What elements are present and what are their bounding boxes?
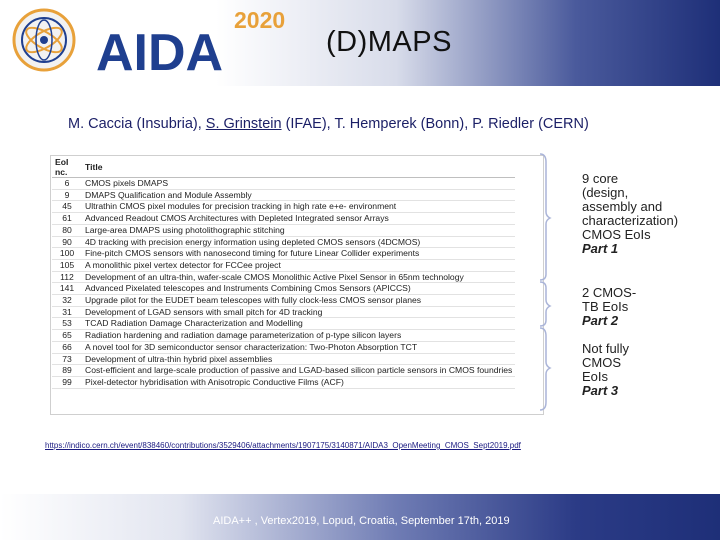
eoi-title: A monolithic pixel vertex detector for FCCee project bbox=[82, 259, 515, 271]
eoi-number: 61 bbox=[52, 213, 82, 225]
table-row bbox=[52, 376, 515, 388]
group-1-part-label: Part 1 bbox=[582, 241, 619, 256]
eoi-number: 53 bbox=[52, 318, 82, 330]
eoi-title: Development of an ultra-thin, wafer-scale CMOS Monolithic Active Pixel Sensor in 65nm technology bbox=[82, 271, 515, 283]
group-1-line-5: CMOS EoIs bbox=[582, 227, 651, 242]
author-highlighted: S. Grinstein bbox=[205, 116, 282, 132]
logo-text: AIDA bbox=[96, 24, 224, 78]
group-3-line-1: Not fully bbox=[582, 341, 629, 356]
eoi-number: 66 bbox=[52, 341, 82, 353]
table-row bbox=[52, 341, 515, 353]
eoi-number: 89 bbox=[52, 365, 82, 377]
group-1-line-2: (design, bbox=[582, 185, 629, 200]
eoi-title: DMAPS Qualification and Module Assembly bbox=[82, 189, 515, 201]
slide-title: (D)MAPS bbox=[326, 26, 452, 58]
brace-part-3 bbox=[540, 328, 550, 410]
group-3-line-3: EoIs bbox=[582, 369, 609, 384]
eoi-title: Advanced Readout CMOS Architectures with Depleted Integrated sensor Arrays bbox=[82, 213, 515, 225]
table-row bbox=[52, 189, 515, 201]
table-row bbox=[52, 283, 515, 295]
table-row bbox=[52, 248, 515, 260]
eoi-number: 45 bbox=[52, 201, 82, 213]
table-row bbox=[52, 178, 515, 190]
group-1-line-1: 9 core bbox=[582, 171, 619, 186]
group-2-line-2: TB EoIs bbox=[582, 299, 629, 314]
eoi-number: 141 bbox=[52, 283, 82, 295]
eoi-number: 105 bbox=[52, 259, 82, 271]
eoi-title: A novel tool for 3D semiconductor sensor characterization: Two-Photon Absorption TCT bbox=[82, 341, 515, 353]
eoi-title: 4D tracking with precision energy information using depleted CMOS sensors (4DCMOS) bbox=[82, 236, 515, 248]
footer-text: AIDA++ , Vertex2019, Lopud, Croatia, September 17th, 2019 bbox=[213, 515, 510, 527]
group-3-part-label: Part 3 bbox=[582, 383, 619, 398]
group-1-line-4: characterization) bbox=[582, 213, 679, 228]
eoi-number: 100 bbox=[52, 248, 82, 260]
table-row bbox=[52, 353, 515, 365]
table-row bbox=[52, 259, 515, 271]
eoi-number: 90 bbox=[52, 236, 82, 248]
table-row bbox=[52, 365, 515, 377]
eoi-number: 99 bbox=[52, 376, 82, 388]
table-row bbox=[52, 224, 515, 236]
aida-logo-graphic bbox=[8, 4, 308, 78]
table-row bbox=[52, 213, 515, 225]
eoi-number: 32 bbox=[52, 295, 82, 307]
eoi-number: 6 bbox=[52, 178, 82, 190]
eoi-number: 80 bbox=[52, 224, 82, 236]
eoi-title: Development of ultra-thin hybrid pixel assemblies bbox=[82, 353, 515, 365]
group-1-line-3: assembly and bbox=[582, 199, 663, 214]
author-rest: (IFAE), T. Hemperek (Bonn), P. Riedler (CERN) bbox=[281, 116, 589, 132]
eoi-title: Development of LGAD sensors with small pitch for 4D tracking bbox=[82, 306, 515, 318]
group-part-1 bbox=[582, 172, 678, 256]
col-header-title: Title bbox=[82, 157, 515, 178]
table-row bbox=[52, 306, 515, 318]
eoi-table bbox=[52, 157, 515, 389]
table-row bbox=[52, 295, 515, 307]
eoi-number: 9 bbox=[52, 189, 82, 201]
brace-part-1 bbox=[540, 154, 550, 280]
author-list bbox=[68, 116, 589, 132]
atom-icon bbox=[14, 10, 74, 70]
eoi-number: 73 bbox=[52, 353, 82, 365]
eoi-title: TCAD Radiation Damage Characterization and Modelling bbox=[82, 318, 515, 330]
eoi-title: Fine-pitch CMOS sensors with nanosecond timing for future Linear Collider experiments bbox=[82, 248, 515, 260]
eoi-title: Pixel-detector hybridisation with Anisotropic Conductive Films (ACF) bbox=[82, 376, 515, 388]
eoi-title: Ultrathin CMOS pixel modules for precision tracking in high rate e+e- environment bbox=[82, 201, 515, 213]
eoi-title: CMOS pixels DMAPS bbox=[82, 178, 515, 190]
eoi-number: 112 bbox=[52, 271, 82, 283]
table-row bbox=[52, 330, 515, 342]
brace-part-2 bbox=[540, 282, 550, 326]
aida-logo bbox=[8, 4, 308, 83]
author-1: M. Caccia (Insubria), bbox=[68, 116, 206, 132]
logo-year: 2020 bbox=[234, 7, 286, 33]
eoi-number: 65 bbox=[52, 330, 82, 342]
eoi-title: Upgrade pilot for the EUDET beam telescopes with fully clock-less CMOS sensor planes bbox=[82, 295, 515, 307]
eoi-number: 31 bbox=[52, 306, 82, 318]
group-part-2 bbox=[582, 286, 636, 328]
table-header-row bbox=[52, 157, 515, 178]
table-row bbox=[52, 236, 515, 248]
eoi-title: Cost-efficient and large-scale production of passive and LGAD-based silicon particle sensors in CMOS foundries bbox=[82, 365, 515, 377]
eoi-title: Large-area DMAPS using photolithographic stitching bbox=[82, 224, 515, 236]
group-braces bbox=[538, 152, 552, 412]
col-header-eoi: EoI nc. bbox=[52, 157, 82, 178]
source-link[interactable]: https://indico.cern.ch/event/838460/contributions/3529406/attachments/1907175/3140871/AIDA3_OpenMeeting_CMOS_Sept2019.pdf bbox=[45, 441, 521, 450]
group-part-3 bbox=[582, 342, 629, 398]
eoi-title: Radiation hardening and radiation damage parameterization of p-type silicon layers bbox=[82, 330, 515, 342]
eoi-title: Advanced Pixelated telescopes and Instruments Combining Cmos Sensors (APICCS) bbox=[82, 283, 515, 295]
group-3-line-2: CMOS bbox=[582, 355, 621, 370]
group-2-part-label: Part 2 bbox=[582, 313, 619, 328]
group-2-line-1: 2 CMOS- bbox=[582, 285, 637, 300]
table-row bbox=[52, 201, 515, 213]
table-row bbox=[52, 318, 515, 330]
table-row bbox=[52, 271, 515, 283]
